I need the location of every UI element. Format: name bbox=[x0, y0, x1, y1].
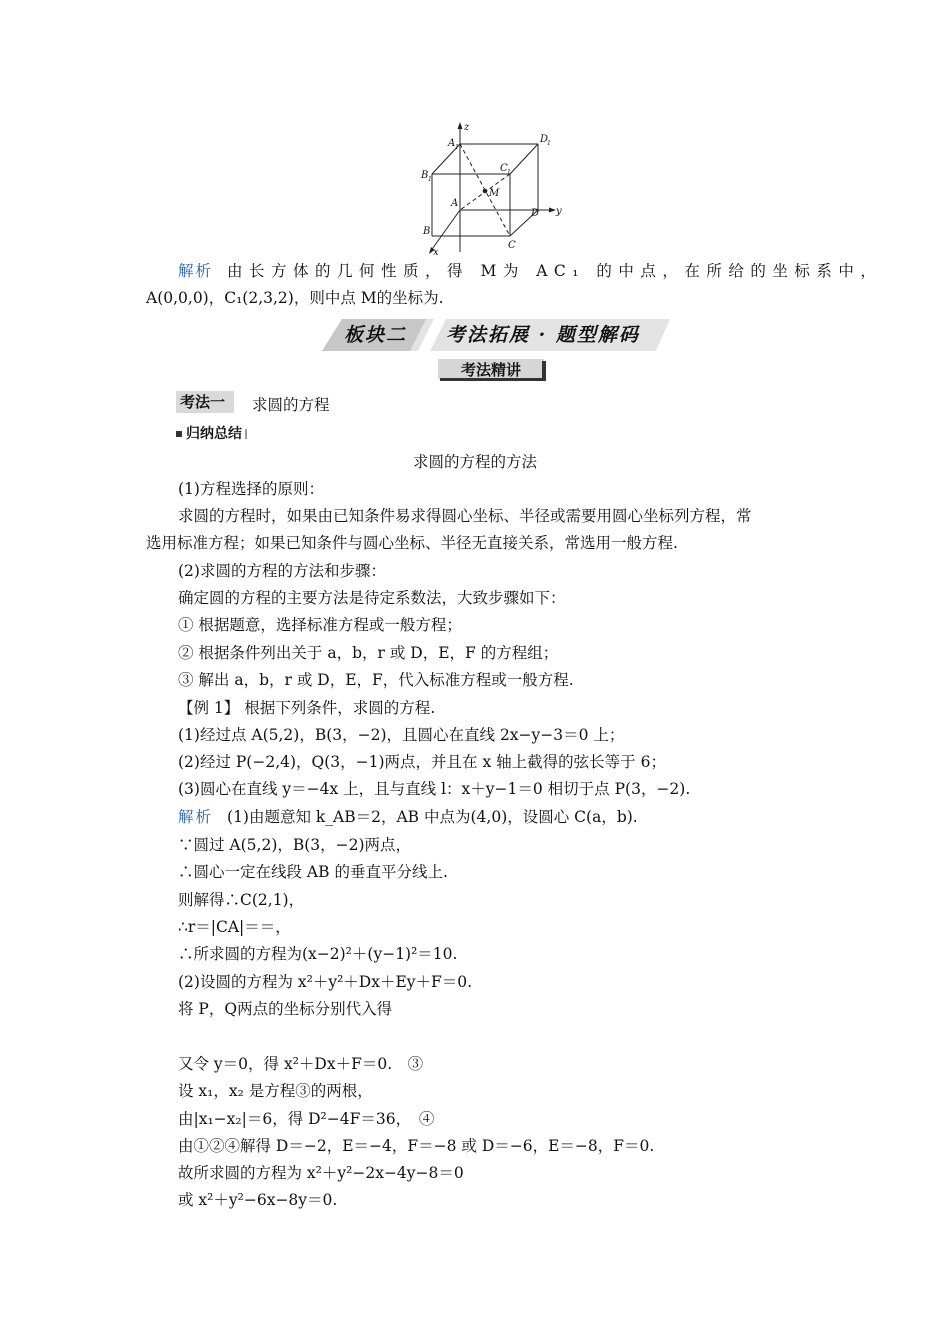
label-y: y bbox=[556, 206, 562, 217]
label-b1-sub: 1 bbox=[428, 176, 432, 183]
solution-line: ∴r＝|CA|＝＝， bbox=[178, 918, 291, 936]
x-axis bbox=[430, 210, 460, 252]
label-c: C bbox=[508, 240, 516, 251]
label-a: A bbox=[451, 198, 459, 209]
midpoint-m bbox=[483, 189, 488, 194]
z-axis-arrow bbox=[458, 122, 463, 129]
body-line: (1)方程选择的原则： bbox=[178, 480, 324, 498]
label-d: D bbox=[531, 208, 540, 219]
y-axis-arrow bbox=[549, 208, 556, 213]
body-line: 选用标准方程；如果已知条件与圆心坐标、半径无直接关系，常选用一般方程. bbox=[146, 534, 678, 552]
label-b: B bbox=[423, 226, 431, 237]
cuboid-figure bbox=[420, 118, 570, 258]
section-banner bbox=[322, 319, 670, 351]
intro-line-2: A(0,0,0)，C₁(2,3,2)，则中点 M的坐标为. bbox=[146, 289, 444, 307]
solution-line: ∵圆过 A(5,2)，B(3，−2)两点， bbox=[178, 836, 412, 854]
banner-left-text: 板块二 bbox=[344, 324, 408, 346]
label-x: x bbox=[433, 247, 439, 258]
body-line: (2)经过 P(−2,4)，Q(3，−1)两点，并且在 x 轴上截得的弦长等于 6； bbox=[178, 753, 666, 771]
label-a1-sub: 1 bbox=[455, 144, 459, 151]
body-line: (1)经过点 A(5,2)，B(3，−2)，且圆心在直线 2x−y−3＝0 上； bbox=[178, 726, 625, 744]
label-d1-sub: 1 bbox=[547, 140, 551, 147]
label-z: z bbox=[464, 122, 470, 133]
solution-line: 故所求圆的方程为 x²＋y²−2x−4y−8＝0 bbox=[178, 1164, 464, 1182]
solution-line: 则解得∴C(2,1)， bbox=[178, 891, 305, 909]
label-d1: D bbox=[540, 134, 549, 145]
solution-line: 或 x²＋y²−6x−8y＝0. bbox=[178, 1191, 338, 1209]
label-c1-sub: 1 bbox=[507, 169, 511, 176]
section-tag: 考法一 bbox=[176, 391, 234, 413]
body-line: 求圆的方程时，如果由已知条件易求得圆心坐标、半径或需要用圆心坐标列方程，常 bbox=[178, 507, 752, 525]
solution-line: 设 x₁，x₂ 是方程③的两根， bbox=[178, 1082, 373, 1100]
body-line: ② 根据条件列出关于 a，b，r 或 D，E，F 的方程组； bbox=[178, 644, 559, 662]
label-a1: A bbox=[448, 138, 456, 149]
body-line: ③ 解出 a，b，r 或 D，E，F，代入标准方程或一般方程. bbox=[178, 671, 574, 689]
sub-banner bbox=[438, 359, 548, 381]
label-m: M bbox=[489, 188, 500, 199]
solution-line-1 bbox=[178, 807, 950, 827]
divider-bar bbox=[245, 429, 247, 439]
jiexi-label: 解析 bbox=[178, 262, 214, 280]
solution-line: 又令 y＝0，得 x²＋Dx＋F＝0. ③ bbox=[178, 1055, 424, 1073]
intro-line-1 bbox=[178, 261, 950, 281]
body-line: ① 根据题意，选择标准方程或一般方程； bbox=[178, 616, 462, 634]
summary-header bbox=[176, 425, 247, 443]
label-b1: B bbox=[421, 170, 429, 181]
square-bullet-icon bbox=[176, 431, 182, 437]
banner-right-text: 考法拓展 · 题型解码 bbox=[446, 324, 640, 346]
solution-line: ∴圆心一定在线段 AB 的垂直平分线上. bbox=[178, 863, 448, 881]
intro-text-1: 由长方体的几何性质，得 M为 AC₁ 的中点，在所给的坐标系中， bbox=[227, 262, 883, 280]
solution-first: (1)由题意知 k_AB＝2，AB 中点为(4,0)，设圆心 C(a，b). bbox=[227, 808, 638, 826]
body-line: (3)圆心在直线 y＝−4x 上，且与直线 l：x＋y−1＝0 相切于点 P(3，−2). bbox=[178, 780, 691, 798]
solution-line: 将 P，Q两点的坐标分别代入得 bbox=[178, 1000, 393, 1018]
section-title: 求圆的方程 bbox=[252, 396, 330, 414]
jiexi-label: 解析 bbox=[178, 808, 214, 826]
solution-line: (2)设圆的方程为 x²＋y²＋Dx＋Ey＋F＝0. bbox=[178, 973, 473, 991]
solution-line: ∴所求圆的方程为(x−2)²＋(y−1)²＝10. bbox=[178, 945, 458, 963]
summary-label: 归纳总结 bbox=[186, 426, 242, 442]
solution-line: 由①②④解得 D＝−2，E＝−4，F＝−8 或 D＝−6，E＝−8，F＝0. bbox=[178, 1137, 655, 1155]
body-line: (2)求圆的方程的方法和步骤： bbox=[178, 562, 386, 580]
sub-banner-text: 考法精讲 bbox=[460, 361, 521, 379]
example-title: 【例 1】 根据下列条件，求圆的方程. bbox=[178, 699, 436, 717]
method-title: 求圆的方程的方法 bbox=[412, 453, 537, 471]
solution-line: 由|x₁−x₂|＝6，得 D²−4F＝36， ④ bbox=[178, 1110, 435, 1128]
label-c1: C bbox=[500, 163, 508, 174]
body-line: 确定圆的方程的主要方法是待定系数法，大致步骤如下： bbox=[178, 589, 566, 607]
